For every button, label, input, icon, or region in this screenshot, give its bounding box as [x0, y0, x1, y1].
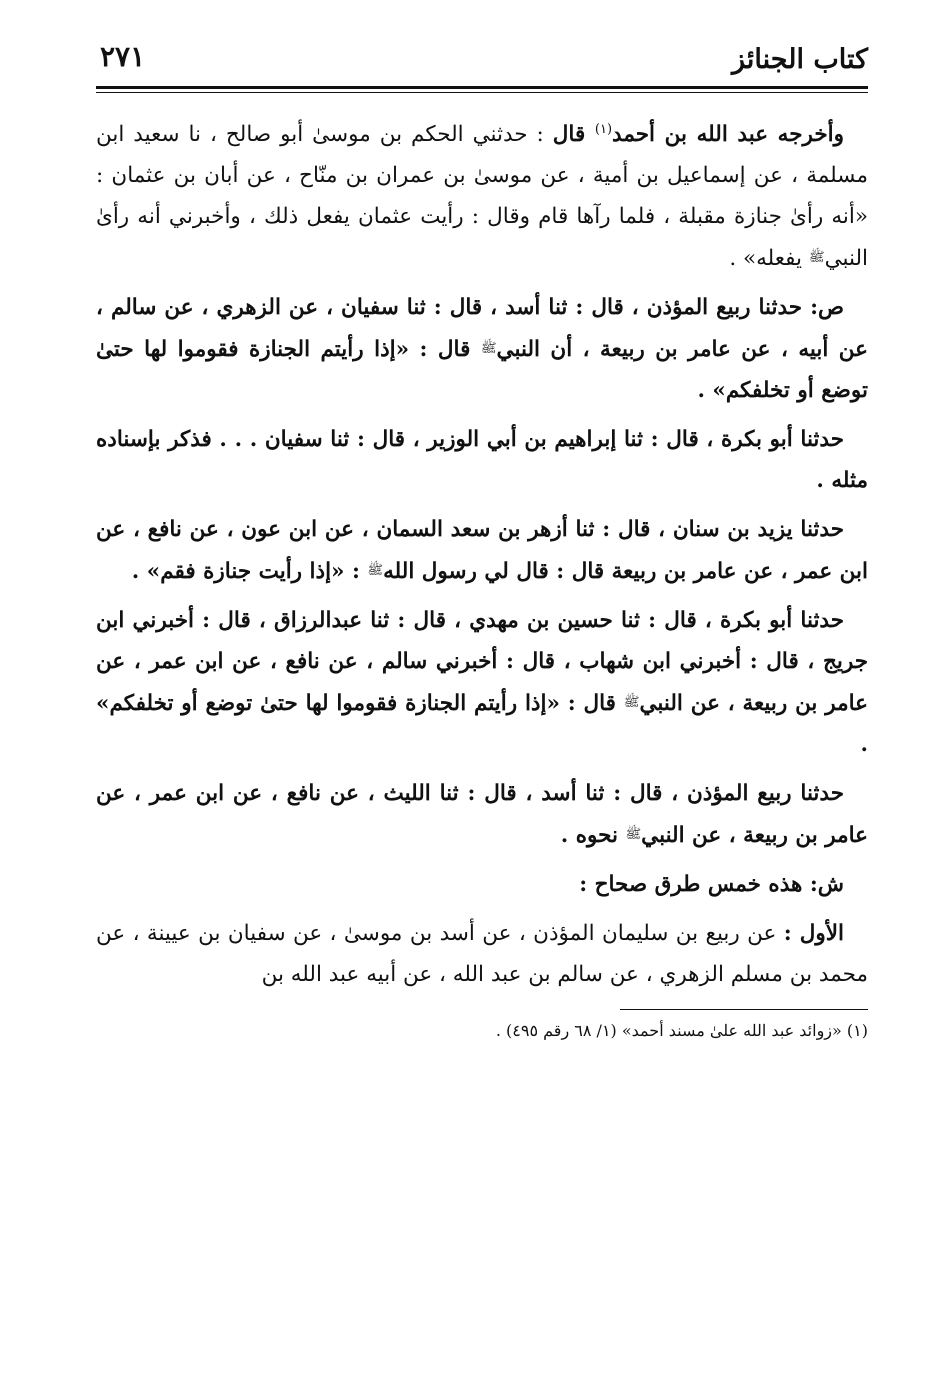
- paragraph-text: يفعله» .: [729, 246, 809, 271]
- paragraph-text: نحوه .: [560, 823, 626, 848]
- narrator-intro: وأخرجه عبد الله بن أحمد: [612, 122, 844, 147]
- paragraph-7: [96, 864, 868, 905]
- paragraph-3: [96, 419, 868, 501]
- paragraph-text: حدثنا يزيد بن سنان ، قال : ثنا أزهر بن سعد السمان ، عن ابن عون ، عن نافع ، عن ابن عمر ، عن عامر بن ربيعة قال : قال لي رسول الله: [96, 517, 868, 584]
- salla-glyph: ﷺ: [808, 250, 825, 265]
- paragraph-text: قال : «إذا رأيتم الجنازة فقوموا لها حتىٰ توضع أو تخلفكم» .: [96, 337, 868, 403]
- section-label-first: الأول :: [783, 921, 844, 946]
- paragraph-text: عن ربيع بن سليمان المؤذن ، عن أسد بن موسىٰ ، عن سفيان بن عيينة ، عن محمد بن مسلم الزهري ، عن سالم بن عبد الله ، عن أبيه عبد الله بن: [96, 921, 868, 987]
- paragraph-4: [96, 509, 868, 592]
- paragraph-text: هذه خمس طرق صحاح :: [579, 872, 810, 897]
- section-label-sad: ص:: [810, 295, 844, 320]
- paragraph-8: [96, 913, 868, 995]
- paragraph-text: : «إذا رأيت جنازة فقم» .: [131, 559, 368, 584]
- header-rule-thick: [96, 86, 868, 89]
- paragraph-1: [96, 114, 868, 279]
- page-header: [96, 30, 868, 90]
- salla-glyph: ﷺ: [625, 827, 642, 842]
- paragraph-text: : حدثني الحكم بن موسىٰ أبو صالح ، نا سعيد ابن مسلمة ، عن إسماعيل بن أمية ، عن موسىٰ بن عمران بن منّاح ، عن أبان بن عثمان : «أنه رأىٰ جنازة مقبلة ، فلما رآها قام وقال : رأيت عثمان يفعل ذلك ، وأخبرني أنه رأىٰ النبي: [96, 122, 868, 271]
- footnote-divider: [620, 1009, 868, 1010]
- section-label-shin: ش:: [809, 872, 844, 897]
- footnote: (١) «زوائد عبد الله علىٰ مسند أحمد» (١/ ٦٨ رقم ٤٩٥) .: [495, 1021, 868, 1040]
- paragraph-2: [96, 287, 868, 411]
- qal-word: قال: [552, 122, 595, 147]
- paragraph-text: قال : «إذا رأيتم الجنازة فقوموا لها حتىٰ توضع أو تخلفكم» .: [96, 691, 868, 757]
- page-number: ٢٧١: [100, 40, 146, 73]
- chapter-title: كتاب الجنائز: [732, 44, 868, 75]
- paragraph-text: حدثنا أبو بكرة ، قال : ثنا إبراهيم بن أبي الوزير ، قال : ثنا سفيان . . . فذكر بإسناده مثله .: [96, 427, 868, 493]
- paragraph-5: [96, 600, 868, 765]
- header-rule-thin: [96, 92, 868, 93]
- salla-glyph: ﷺ: [623, 695, 640, 710]
- footnote-marker[interactable]: (١): [594, 121, 613, 137]
- paragraph-6: [96, 773, 868, 856]
- paragraph-text: حدثنا ربيع المؤذن ، قال : ثنا أسد ، قال : ثنا سفيان ، عن الزهري ، عن سالم ، عن أبيه ، عن عامر بن ربيعة ، أن النبي: [96, 295, 868, 362]
- salla-glyph: ﷺ: [480, 341, 497, 356]
- page-body: [96, 114, 868, 995]
- paragraph-text: حدثنا ربيع المؤذن ، قال : ثنا أسد ، قال : ثنا الليث ، عن نافع ، عن ابن عمر ، عن عامر بن ربيعة ، عن النبي: [96, 781, 868, 848]
- book-page: [96, 30, 868, 1044]
- salla-glyph: ﷺ: [367, 563, 384, 578]
- paragraph-text: حدثنا أبو بكرة ، قال : ثنا حسين بن مهدي ، قال : ثنا عبدالرزاق ، قال : أخبرني ابن جريج ، قال : أخبرني ابن شهاب ، قال : أخبرني سالم ، عن نافع ، عن ابن عمر ، عن عامر بن ربيعة ، عن النبي: [96, 608, 868, 716]
